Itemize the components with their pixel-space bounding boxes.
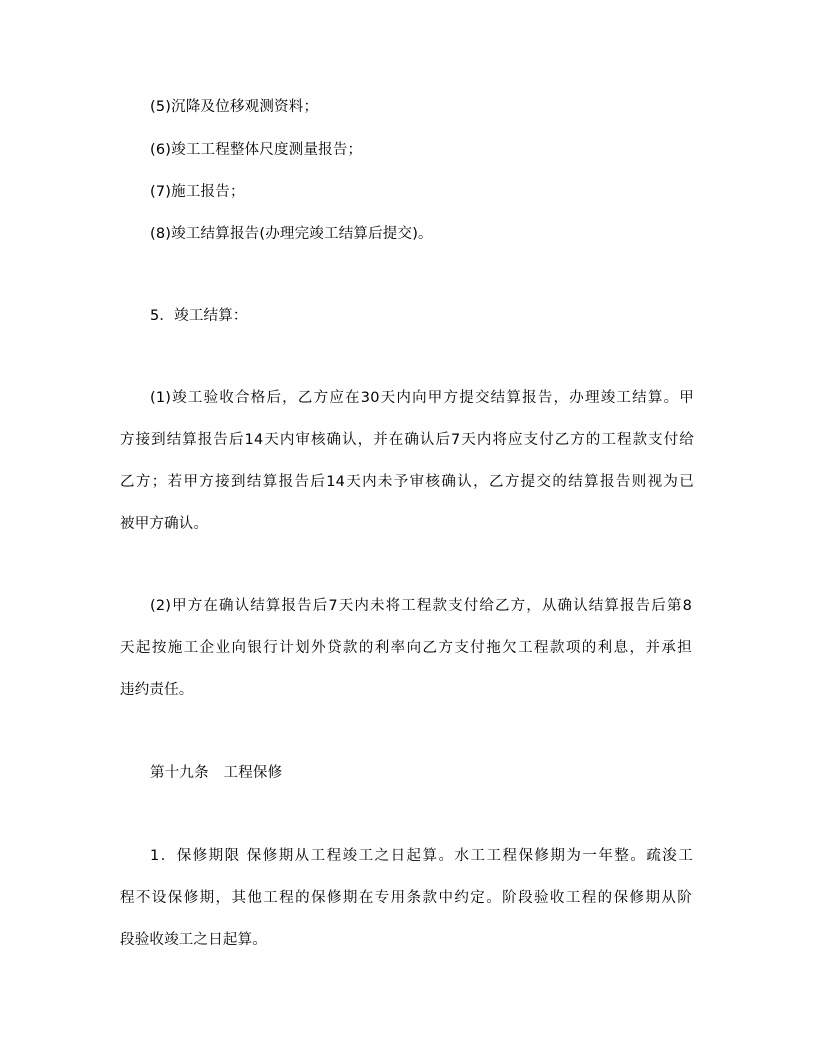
paragraph-line: 程不设保修期，其他工程的保修期在专用条款中约定。阶段验收工程的保修期从阶: [120, 890, 692, 906]
paragraph-line: (2)甲方在确认结算报告后7天内未将工程款支付给乙方，从确认结算报告后第8: [150, 598, 692, 614]
list-item-6: (6)竣工工程整体尺度测量报告；: [150, 142, 363, 158]
paragraph-line: 方接到结算报告后14天内审核确认，并在确认后7天内将应支付乙方的工程款支付给: [120, 432, 694, 448]
paragraph-line: 被甲方确认。: [120, 516, 209, 532]
list-item-7: (7)施工报告；: [150, 184, 245, 200]
section-heading-settlement: 5．竣工结算：: [150, 308, 248, 324]
paragraph-line: 天起按施工企业向银行计划外贷款的利率向乙方支付拖欠工程款项的利息，并承担: [120, 640, 692, 656]
paragraph-line: 乙方；若甲方接到结算报告后14天内未予审核确认，乙方提交的结算报告则视为已: [120, 474, 694, 490]
paragraph-line: (1)竣工验收合格后，乙方应在30天内向甲方提交结算报告，办理竣工结算。甲: [150, 390, 694, 406]
paragraph-line: 段验收竣工之日起算。: [120, 932, 267, 948]
list-item-8: (8)竣工结算报告(办理完竣工结算后提交)。: [150, 226, 433, 242]
article-heading-warranty: 第十九条 工程保修: [150, 765, 283, 781]
paragraph-line: 违约责任。: [120, 682, 194, 698]
paragraph-line: 1．保修期限 保修期从工程竣工之日起算。水工工程保修期为一年整。疏浚工: [150, 848, 693, 864]
list-item-5: (5)沉降及位移观测资料；: [150, 99, 319, 115]
